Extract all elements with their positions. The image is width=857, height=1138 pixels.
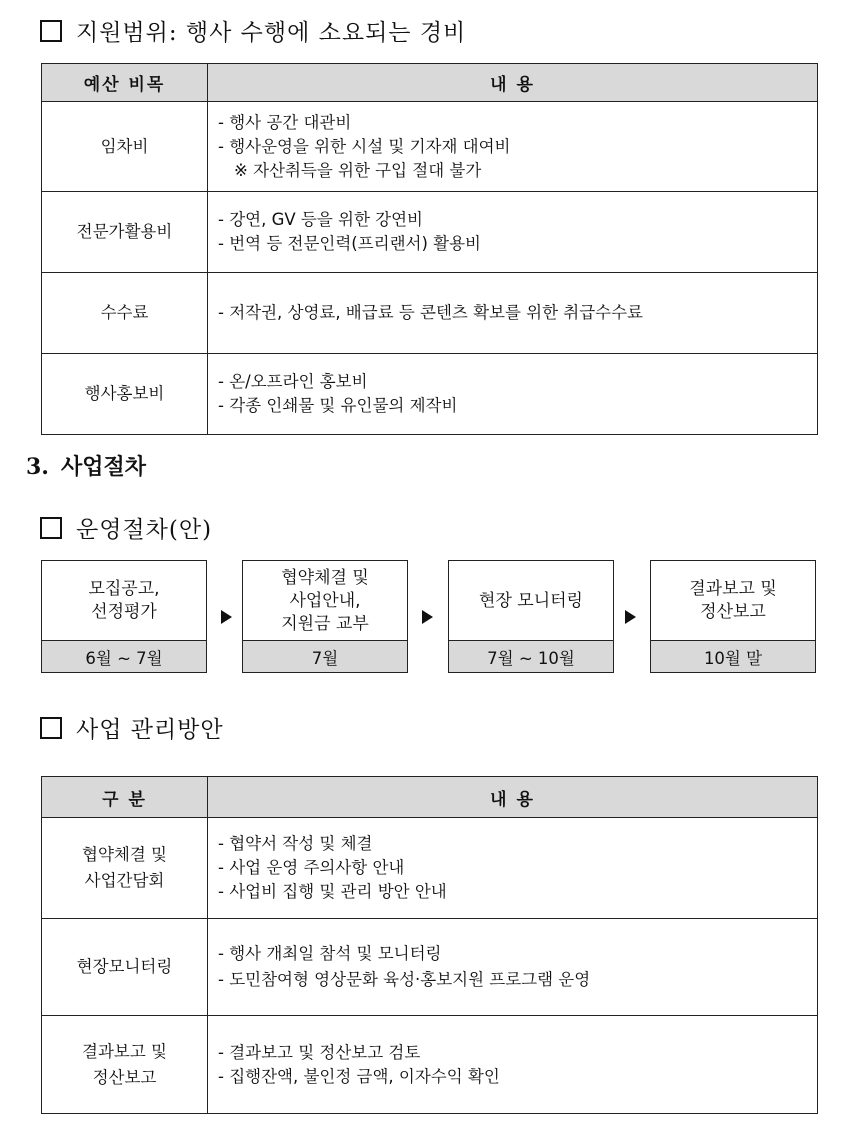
heading-procedure [40,511,212,544]
section-title [26,450,146,481]
table-row [42,354,818,435]
budget-category: 전문가활용비 [42,192,208,273]
table-row [42,192,818,273]
flow-step-line: 선정평가 [91,602,157,622]
mgmt-header-content: 내 용 [208,777,818,818]
budget-header-category: 예산 비목 [42,64,208,102]
flow-step-line: 정산보고 [700,602,766,622]
table-row [42,919,818,1016]
content-line: - 협약서 작성 및 체결 [218,834,373,853]
content-line: - 사업 운영 주의사항 안내 [218,858,405,877]
budget-category: 임차비 [42,102,208,192]
content-line: - 온/오프라인 홍보비 [218,372,368,391]
mgmt-content [208,919,818,1016]
section-number: 3. [26,454,49,480]
flow-step-line: 지원금 교부 [281,613,369,634]
flow-step-label [449,561,613,641]
content-line: - 집행잔액, 불인정 금액, 이자수익 확인 [218,1066,500,1086]
category-line: 협약체결 및 [82,845,167,864]
budget-header-content: 내 용 [208,64,818,102]
flow-step-period: 7월 [243,640,407,672]
flow-step-line: 사업안내, [289,590,361,611]
heading-management [40,711,224,744]
flow-step-period: 6월 ~ 7월 [42,640,206,672]
flow-step-line: 협약체결 및 [281,567,369,588]
flow-step-report [650,560,816,673]
heading-support-scope [40,14,466,47]
flow-step-recruit [41,560,207,673]
content-line: - 번역 등 전문인력(프리랜서) 활용비 [218,234,481,253]
budget-category: 수수료 [42,273,208,354]
category-line: 결과보고 및 [82,1041,167,1061]
content-line: - 도민참여형 영상문화 육성·홍보지원 프로그램 운영 [218,970,591,989]
content-line: - 행사 공간 대관비 [218,112,352,132]
budget-content [208,354,818,435]
budget-content [208,273,818,354]
heading-management-text: 사업 관리방안 [76,717,224,743]
table-row [42,102,818,192]
mgmt-category [42,919,208,1016]
checkbox-icon [40,717,62,739]
budget-content [208,102,818,192]
section-title-text: 사업절차 [60,454,146,480]
content-line: - 각종 인쇄물 및 유인물의 제작비 [218,396,458,415]
flow-step-line: 결과보고 및 [689,579,777,599]
arrow-right-icon [221,610,232,624]
flow-step-period: 7월 ~ 10월 [449,640,613,672]
checkbox-icon [40,20,62,42]
table-row [42,1016,818,1114]
table-row [42,818,818,919]
mgmt-content [208,1016,818,1114]
budget-table [41,63,818,435]
category-line: 현장모니터링 [76,957,173,976]
content-line: - 저작권, 상영료, 배급료 등 콘텐츠 확보를 위한 취급수수료 [218,303,643,322]
table-row [42,273,818,354]
management-table [41,776,818,1114]
arrow-right-icon [625,610,636,624]
content-line: - 사업비 집행 및 관리 방안 안내 [218,882,447,901]
budget-category: 행사홍보비 [42,354,208,435]
mgmt-content [208,818,818,919]
flow-step-line: 현장 모니터링 [479,590,583,611]
content-line: - 결과보고 및 정산보고 검토 [218,1042,421,1062]
heading-procedure-text: 운영절차(안) [76,517,213,543]
content-line: - 행사운영을 위한 시설 및 기자재 대여비 [218,136,511,156]
category-line: 정산보고 [92,1067,157,1087]
flow-step-label [651,561,815,641]
flow-step-period: 10월 말 [651,640,815,672]
content-line: - 행사 개최일 참석 및 모니터링 [218,944,442,963]
mgmt-category [42,1016,208,1114]
flow-step-agreement [242,560,408,673]
flow-step-line: 모집공고, [88,579,160,599]
budget-content [208,192,818,273]
content-note: ※ 자산취득을 위한 구입 절대 불가 [234,160,482,180]
flow-step-label [42,561,206,641]
checkbox-icon [40,517,62,539]
arrow-right-icon [422,610,433,624]
heading-support-scope-text: 지원범위: 행사 수행에 소요되는 경비 [76,20,467,46]
flow-step-label [243,561,407,641]
flow-step-monitoring [448,560,614,673]
category-line: 사업간담회 [84,871,165,890]
mgmt-header-category: 구 분 [42,777,208,818]
content-line: - 강연, GV 등을 위한 강연비 [218,210,423,229]
mgmt-category [42,818,208,919]
